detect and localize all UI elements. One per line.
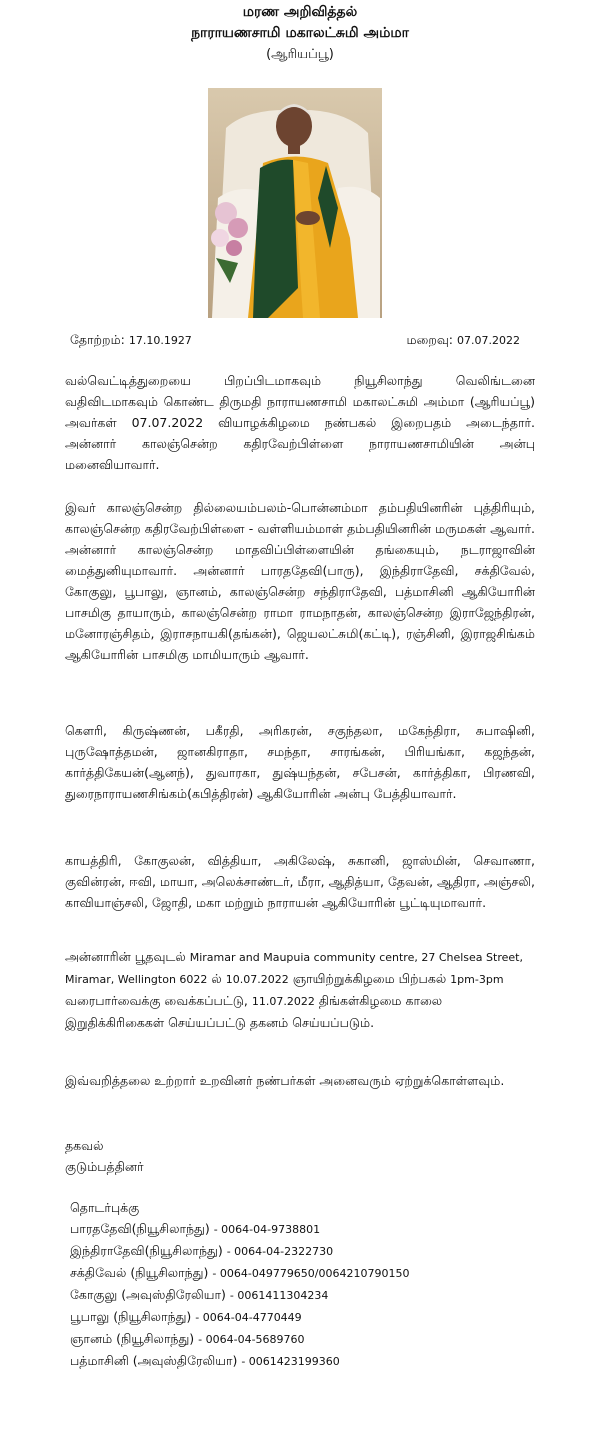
contact-phone: - 0064-04-5689760 [198,1333,305,1346]
deceased-name: நாராயணசாமி மகாலட்சுமி அம்மா [191,25,409,41]
contact-item [70,1306,410,1328]
funeral-text-i: திங்கள்கிழமை காலை இறுதிக்கிரிகைகள் செய்யப்பட்டு தகனம் செய்யப்படும். [65,993,443,1030]
death-label: மறைவு: [406,332,454,347]
viewing-date: 10.07.2022 [225,973,289,986]
contact-item [70,1218,410,1240]
paragraph-closing: இவ்வறித்தலை உற்றார் உறவினர் நண்பர்கள் அனைவரும் ஏற்றுக்கொள்ளவும். [65,1073,505,1088]
contact-name: ஞானம் (நியூசிலாந்து) [70,1331,195,1346]
funeral-venue: Miramar and Maupuia community centre, 27 Chelsea Street, Miramar, Wellington 6022 [65,951,523,986]
contact-name: பாரததேவி(நியூசிலாந்து) [70,1221,210,1236]
contact-phone: - 0064-04-9738801 [213,1223,321,1236]
contact-phone: - 0061411304234 [229,1289,329,1302]
paragraph-funeral-details [65,946,535,1033]
contact-name: பத்மாசினி (அவுஸ்திரேலியா) [70,1353,238,1368]
funeral-text-c: ல் [207,971,226,986]
notice-header [0,0,600,66]
birth-date: 17.10.1927 [128,334,192,347]
contact-phone: - 0061423199360 [241,1355,340,1368]
viewing-time: 1pm-3pm [450,973,504,986]
contact-item [70,1262,410,1284]
contacts-block [70,1197,410,1372]
contact-name: பூபாலு (நியூசிலாந்து) [70,1309,192,1324]
contact-phone: - 0064-04-2322730 [226,1245,334,1258]
contact-name: இந்திராதேவி(நியூசிலாந்து) [70,1243,223,1258]
death-date: 07.07.2022 [457,334,520,347]
info-label: தகவல் [65,1138,104,1153]
contact-item [70,1284,410,1306]
family-label: குடும்பத்தினர் [65,1159,144,1174]
paragraph-family: இவர் காலஞ்சென்ற தில்லையம்பலம்-பொன்னம்மா தம்பதியினரின் புத்திரியும், காலஞ்சென்ற கதிரவேற்பிள்ளை - வள்ளியம்மாள் தம்பதியினரின் மருமகள் ஆவார். அன்னார் காலஞ்சென்ற மாதவிப்பிள்ளையின் தங்கையும், நடராஜாவின் மைத்துனியுமாவார். அன்னார் பாரததேவி(பாரு), இந்திராதேவி, சக்திவேல், கோகுலு, பூபாலு, ஞானம், காலஞ்சென்ற சந்திராதேவி, பத்மாசினி ஆகியோரின் பாசமிகு தாயாரும், காலஞ்சென்ற ராமா ராமநாதன், காலஞ்சென்ற இராஜேந்திரன், மனோரஞ்சிதம், இராசநாயகி(தங்கன்), ஜெயலட்சுமி(கட்டி), ரஞ்சினி, இராஜசிங்கம் ஆகியோரின் பாசமிகு மாமியாரும் ஆவார். [65,500,535,662]
signature-block [65,1135,144,1177]
dates-row [70,332,520,349]
paragraph-intro: வல்வெட்டித்துறையை பிறப்பிடமாகவும் நியூசிலாந்து வெலிங்டனை வதிவிடமாகவும் கொண்ட திருமதி நாராயணசாமி மகாலட்சுமி அம்மா (ஆரியப்பூ) அவர்கள் 07.07.2022 வியாழக்கிழமை நண்பகல் இறைபதம் அடைந்தார். அன்னார் காலஞ்சென்ற கதிரவேற்பிள்ளை நாராயணசாமியின் அன்பு மனைவியாவார். [65,373,535,472]
contact-name: கோகுலு (அவுஸ்திரேலியா) [70,1287,226,1302]
contacts-title: தொடர்புக்கு [70,1200,140,1215]
birth-label: தோற்றம்: [70,332,125,347]
contact-phone: - 0064-04-4770449 [195,1311,302,1324]
deceased-alias: (ஆரியப்பூ) [266,47,334,62]
notice-title: மரண அறிவித்தல் [242,4,358,20]
contact-name: சக்திவேல் (நியூசிலாந்து) [70,1265,209,1280]
funeral-text-g: வரைபார்வைக்கு வைக்கப்பட்டு, [65,993,252,1008]
contact-item [70,1350,410,1372]
contact-item [70,1240,410,1262]
funeral-text-a: அன்னாரின் பூதவுடல் [65,949,190,964]
cremation-date: 11.07.2022 [251,995,315,1008]
contact-item [70,1328,410,1350]
funeral-text-e: ஞாயிற்றுக்கிழமை பிற்பகல் [288,971,451,986]
birth-info [70,332,192,349]
contact-phone: - 0064-049779650/0064210790150 [212,1267,410,1280]
paragraph-great-grandchildren: காயத்திரி, கோகுலன், வித்தியா, அகிலேஷ், சுகானி, ஜாஸ்மின், செவாணா, குவின்ரன், ஈவி, மாயா, அலெக்சாண்டர், மீரா, ஆதித்யா, தேவன், ஆதிரா, அஞ்சலி, காவியாஞ்சலி, ஜோதி, மகா மற்றும் நாராயன் ஆகியோரின் பூட்டியுமாவார். [65,853,535,910]
death-info [406,332,520,349]
portrait-photo [208,88,382,318]
paragraph-grandchildren: கௌரி, கிருஷ்ணன், பகீரதி, அரிகரன், சகுந்தலா, மகேந்திரா, சுபாஷினி, புருஷோத்தமன், ஜானகிராதா, சமந்தா, சாரங்கன், பிரியங்கா, கஜந்தன், கார்த்திகேயன்(ஆனந்), துவாரகா, துஷ்யந்தன், சபேசன், கார்த்திகா, பிரணவி, துரைநாராயணசிங்கம்(கபித்திரன்) ஆகியோரின் அன்பு பேத்தியாவார். [65,723,535,801]
